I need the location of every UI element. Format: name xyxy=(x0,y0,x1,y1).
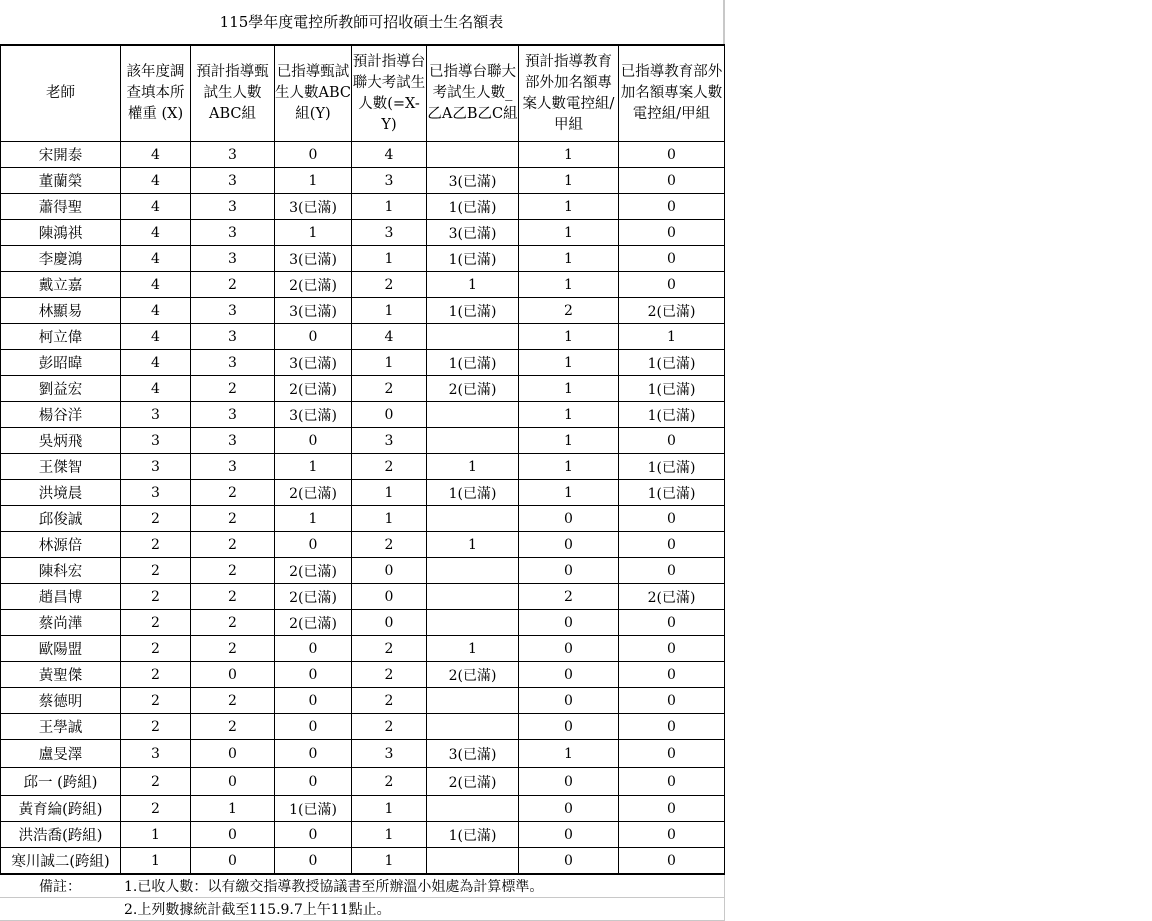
planned-screening-cell: 2 xyxy=(191,376,275,402)
grid-line xyxy=(724,0,725,44)
header-planned-moe: 預計指導教育部外加名額專案人數電控組/甲組 xyxy=(519,45,619,142)
planned-exam-cell: 1 xyxy=(352,194,427,220)
supervised-exam-cell: 1(已滿) xyxy=(427,822,519,848)
planned-exam-cell: 2 xyxy=(352,636,427,662)
supervised-moe-cell: 0 xyxy=(619,220,725,246)
planned-screening-cell: 2 xyxy=(191,480,275,506)
planned-exam-cell: 1 xyxy=(352,298,427,324)
weight-cell: 2 xyxy=(121,768,191,796)
supervised-exam-cell: 1(已滿) xyxy=(427,298,519,324)
weight-cell: 2 xyxy=(121,662,191,688)
weight-cell: 2 xyxy=(121,636,191,662)
supervised-moe-cell: 0 xyxy=(619,272,725,298)
supervised-moe-cell: 0 xyxy=(619,688,725,714)
planned-exam-cell: 3 xyxy=(352,428,427,454)
teacher-cell: 蔡德明 xyxy=(1,688,121,714)
planned-moe-cell: 1 xyxy=(519,740,619,768)
supervised-moe-cell: 0 xyxy=(619,142,725,168)
supervised-moe-cell: 2(已滿) xyxy=(619,584,725,610)
supervised-moe-cell: 1 xyxy=(619,324,725,350)
supervised-moe-cell: 0 xyxy=(619,194,725,220)
header-planned-screening: 預計指導甄試生人數ABC組 xyxy=(191,45,275,142)
table-row xyxy=(1,688,725,714)
supervised-exam-cell: 1(已滿) xyxy=(427,246,519,272)
planned-moe-cell: 1 xyxy=(519,350,619,376)
table-row xyxy=(1,168,725,194)
header-supervised-exam: 已指導台聯大考試生人數_乙A乙B乙C組 xyxy=(427,45,519,142)
supervised-screening-cell: 1 xyxy=(275,168,352,194)
header-teacher: 老師 xyxy=(1,45,121,142)
planned-moe-cell: 0 xyxy=(519,796,619,822)
planned-moe-cell: 2 xyxy=(519,584,619,610)
supervised-screening-cell: 1 xyxy=(275,220,352,246)
planned-exam-cell: 1 xyxy=(352,796,427,822)
teacher-cell: 董蘭榮 xyxy=(1,168,121,194)
teacher-cell: 吳炳飛 xyxy=(1,428,121,454)
teacher-cell: 李慶鴻 xyxy=(1,246,121,272)
weight-cell: 2 xyxy=(121,506,191,532)
table-row xyxy=(1,636,725,662)
table-row xyxy=(1,272,725,298)
planned-screening-cell: 2 xyxy=(191,272,275,298)
table-row xyxy=(1,376,725,402)
table-row xyxy=(1,350,725,376)
teacher-cell: 陳鴻祺 xyxy=(1,220,121,246)
planned-screening-cell: 2 xyxy=(191,688,275,714)
supervised-screening-cell: 3(已滿) xyxy=(275,402,352,428)
supervised-screening-cell: 3(已滿) xyxy=(275,194,352,220)
planned-exam-cell: 4 xyxy=(352,324,427,350)
planned-moe-cell: 1 xyxy=(519,376,619,402)
planned-screening-cell: 0 xyxy=(191,848,275,875)
table-row xyxy=(1,454,725,480)
supervised-exam-cell xyxy=(427,584,519,610)
table-row xyxy=(1,558,725,584)
teacher-cell: 劉益宏 xyxy=(1,376,121,402)
supervised-moe-cell: 0 xyxy=(619,714,725,740)
planned-screening-cell: 3 xyxy=(191,168,275,194)
teacher-cell: 王傑智 xyxy=(1,454,121,480)
supervised-exam-cell: 3(已滿) xyxy=(427,740,519,768)
planned-exam-cell: 0 xyxy=(352,584,427,610)
teacher-cell: 宋開泰 xyxy=(1,142,121,168)
planned-moe-cell: 0 xyxy=(519,714,619,740)
table-row xyxy=(1,298,725,324)
planned-screening-cell: 2 xyxy=(191,636,275,662)
planned-screening-cell: 3 xyxy=(191,194,275,220)
supervised-moe-cell: 0 xyxy=(619,740,725,768)
weight-cell: 3 xyxy=(121,480,191,506)
weight-cell: 4 xyxy=(121,272,191,298)
planned-moe-cell: 1 xyxy=(519,402,619,428)
planned-moe-cell: 1 xyxy=(519,220,619,246)
table-row xyxy=(1,402,725,428)
planned-screening-cell: 2 xyxy=(191,558,275,584)
table-row xyxy=(1,822,725,848)
header-planned-exam: 預計指導台聯大考試生人數(=X-Y) xyxy=(352,45,427,142)
header-row xyxy=(1,45,725,142)
planned-exam-cell: 1 xyxy=(352,246,427,272)
supervised-screening-cell: 0 xyxy=(275,532,352,558)
weight-cell: 3 xyxy=(121,454,191,480)
planned-exam-cell: 2 xyxy=(352,532,427,558)
notes xyxy=(0,875,725,921)
planned-screening-cell: 3 xyxy=(191,246,275,272)
supervised-screening-cell: 0 xyxy=(275,636,352,662)
supervised-screening-cell: 3(已滿) xyxy=(275,350,352,376)
planned-screening-cell: 1 xyxy=(191,796,275,822)
supervised-moe-cell: 0 xyxy=(619,506,725,532)
supervised-screening-cell: 2(已滿) xyxy=(275,610,352,636)
supervised-exam-cell xyxy=(427,796,519,822)
table-row xyxy=(1,796,725,822)
planned-moe-cell: 1 xyxy=(519,194,619,220)
teacher-cell: 柯立偉 xyxy=(1,324,121,350)
supervised-moe-cell: 1(已滿) xyxy=(619,376,725,402)
supervised-screening-cell: 1 xyxy=(275,506,352,532)
planned-exam-cell: 3 xyxy=(352,740,427,768)
table-row xyxy=(1,506,725,532)
planned-moe-cell: 1 xyxy=(519,480,619,506)
planned-screening-cell: 2 xyxy=(191,610,275,636)
weight-cell: 4 xyxy=(121,168,191,194)
teacher-cell: 趙昌博 xyxy=(1,584,121,610)
table-row xyxy=(1,584,725,610)
table-row xyxy=(1,714,725,740)
table-row xyxy=(1,662,725,688)
weight-cell: 2 xyxy=(121,796,191,822)
table-row xyxy=(1,428,725,454)
notes-spacer xyxy=(0,898,120,921)
teacher-cell: 蔡尚澕 xyxy=(1,610,121,636)
supervised-screening-cell: 2(已滿) xyxy=(275,558,352,584)
supervised-moe-cell: 0 xyxy=(619,848,725,875)
planned-exam-cell: 1 xyxy=(352,848,427,875)
supervised-exam-cell: 3(已滿) xyxy=(427,168,519,194)
header-supervised-screening: 已指導甄試生人數ABC組(Y) xyxy=(275,45,352,142)
planned-exam-cell: 1 xyxy=(352,506,427,532)
table-row xyxy=(1,480,725,506)
teacher-cell: 王學誠 xyxy=(1,714,121,740)
teacher-cell: 黃育綸(跨組) xyxy=(1,796,121,822)
teacher-cell: 彭昭暐 xyxy=(1,350,121,376)
supervised-exam-cell: 1 xyxy=(427,532,519,558)
supervised-screening-cell: 2(已滿) xyxy=(275,376,352,402)
supervised-exam-cell xyxy=(427,324,519,350)
supervised-exam-cell: 1(已滿) xyxy=(427,480,519,506)
planned-exam-cell: 3 xyxy=(352,168,427,194)
planned-moe-cell: 0 xyxy=(519,610,619,636)
header-supervised-moe: 已指導教育部外加名額專案人數電控組/甲組 xyxy=(619,45,725,142)
weight-cell: 4 xyxy=(121,376,191,402)
supervised-screening-cell: 2(已滿) xyxy=(275,272,352,298)
supervised-moe-cell: 0 xyxy=(619,532,725,558)
planned-exam-cell: 1 xyxy=(352,350,427,376)
weight-cell: 2 xyxy=(121,532,191,558)
supervised-moe-cell: 0 xyxy=(619,610,725,636)
table-row xyxy=(1,848,725,875)
planned-moe-cell: 0 xyxy=(519,532,619,558)
planned-exam-cell: 0 xyxy=(352,402,427,428)
supervised-screening-cell: 3(已滿) xyxy=(275,298,352,324)
planned-screening-cell: 0 xyxy=(191,822,275,848)
planned-screening-cell: 3 xyxy=(191,350,275,376)
table-row xyxy=(1,246,725,272)
planned-exam-cell: 3 xyxy=(352,220,427,246)
quota-table xyxy=(0,44,725,875)
planned-screening-cell: 2 xyxy=(191,714,275,740)
supervised-moe-cell: 0 xyxy=(619,796,725,822)
teacher-cell: 林源倍 xyxy=(1,532,121,558)
planned-exam-cell: 2 xyxy=(352,272,427,298)
supervised-screening-cell: 2(已滿) xyxy=(275,480,352,506)
planned-moe-cell: 0 xyxy=(519,558,619,584)
weight-cell: 2 xyxy=(121,584,191,610)
planned-exam-cell: 0 xyxy=(352,558,427,584)
supervised-exam-cell: 2(已滿) xyxy=(427,376,519,402)
supervised-exam-cell xyxy=(427,558,519,584)
supervised-exam-cell xyxy=(427,402,519,428)
supervised-screening-cell: 2(已滿) xyxy=(275,584,352,610)
weight-cell: 3 xyxy=(121,428,191,454)
table-row xyxy=(1,532,725,558)
teacher-cell: 黃聖傑 xyxy=(1,662,121,688)
header-weight: 該年度調查填本所權重 (X) xyxy=(121,45,191,142)
planned-screening-cell: 3 xyxy=(191,428,275,454)
planned-exam-cell: 2 xyxy=(352,376,427,402)
supervised-moe-cell: 0 xyxy=(619,168,725,194)
supervised-screening-cell: 0 xyxy=(275,848,352,875)
planned-screening-cell: 0 xyxy=(191,740,275,768)
planned-moe-cell: 0 xyxy=(519,822,619,848)
table-row xyxy=(1,768,725,796)
planned-moe-cell: 0 xyxy=(519,768,619,796)
planned-exam-cell: 2 xyxy=(352,454,427,480)
weight-cell: 3 xyxy=(121,740,191,768)
teacher-cell: 盧旻澤 xyxy=(1,740,121,768)
planned-exam-cell: 1 xyxy=(352,822,427,848)
note-line-1: 1.已收人數：以有繳交指導教授協議書至所辦溫小姐處為計算標準。 xyxy=(120,875,724,898)
supervised-screening-cell: 0 xyxy=(275,428,352,454)
planned-moe-cell: 1 xyxy=(519,272,619,298)
supervised-exam-cell xyxy=(427,688,519,714)
planned-screening-cell: 0 xyxy=(191,768,275,796)
supervised-screening-cell: 0 xyxy=(275,324,352,350)
table-row xyxy=(1,194,725,220)
supervised-moe-cell: 1(已滿) xyxy=(619,454,725,480)
supervised-moe-cell: 0 xyxy=(619,822,725,848)
teacher-cell: 洪浩喬(跨組) xyxy=(1,822,121,848)
weight-cell: 2 xyxy=(121,558,191,584)
teacher-cell: 蕭得聖 xyxy=(1,194,121,220)
supervised-exam-cell: 1(已滿) xyxy=(427,350,519,376)
planned-exam-cell: 2 xyxy=(352,688,427,714)
planned-exam-cell: 2 xyxy=(352,768,427,796)
supervised-moe-cell: 0 xyxy=(619,558,725,584)
planned-screening-cell: 3 xyxy=(191,402,275,428)
planned-screening-cell: 2 xyxy=(191,506,275,532)
supervised-exam-cell: 1 xyxy=(427,272,519,298)
supervised-exam-cell xyxy=(427,506,519,532)
supervised-exam-cell: 3(已滿) xyxy=(427,220,519,246)
supervised-exam-cell: 2(已滿) xyxy=(427,768,519,796)
supervised-screening-cell: 1 xyxy=(275,454,352,480)
weight-cell: 2 xyxy=(121,688,191,714)
supervised-moe-cell: 1(已滿) xyxy=(619,480,725,506)
supervised-moe-cell: 2(已滿) xyxy=(619,298,725,324)
planned-exam-cell: 1 xyxy=(352,480,427,506)
weight-cell: 4 xyxy=(121,142,191,168)
weight-cell: 1 xyxy=(121,848,191,875)
supervised-screening-cell: 0 xyxy=(275,688,352,714)
supervised-exam-cell xyxy=(427,428,519,454)
planned-moe-cell: 0 xyxy=(519,848,619,875)
planned-moe-cell: 1 xyxy=(519,142,619,168)
supervised-moe-cell: 0 xyxy=(619,662,725,688)
planned-screening-cell: 0 xyxy=(191,662,275,688)
supervised-screening-cell: 0 xyxy=(275,822,352,848)
table-row xyxy=(1,740,725,768)
planned-moe-cell: 1 xyxy=(519,324,619,350)
supervised-exam-cell: 1 xyxy=(427,636,519,662)
planned-exam-cell: 4 xyxy=(352,142,427,168)
weight-cell: 4 xyxy=(121,298,191,324)
supervised-screening-cell: 0 xyxy=(275,142,352,168)
table-row xyxy=(1,220,725,246)
teacher-cell: 洪境晨 xyxy=(1,480,121,506)
weight-cell: 2 xyxy=(121,714,191,740)
teacher-cell: 邱俊誠 xyxy=(1,506,121,532)
teacher-cell: 楊谷洋 xyxy=(1,402,121,428)
supervised-exam-cell xyxy=(427,142,519,168)
teacher-cell: 寒川誠二(跨組) xyxy=(1,848,121,875)
supervised-exam-cell: 2(已滿) xyxy=(427,662,519,688)
planned-moe-cell: 1 xyxy=(519,454,619,480)
weight-cell: 2 xyxy=(121,610,191,636)
supervised-moe-cell: 0 xyxy=(619,246,725,272)
weight-cell: 4 xyxy=(121,246,191,272)
supervised-moe-cell: 0 xyxy=(619,636,725,662)
supervised-exam-cell xyxy=(427,714,519,740)
planned-moe-cell: 0 xyxy=(519,506,619,532)
weight-cell: 4 xyxy=(121,350,191,376)
planned-moe-cell: 2 xyxy=(519,298,619,324)
page-title: 115學年度電控所教師可招收碩士生名額表 xyxy=(0,0,724,44)
weight-cell: 1 xyxy=(121,822,191,848)
planned-moe-cell: 1 xyxy=(519,168,619,194)
notes-label: 備註： xyxy=(0,875,120,898)
teacher-cell: 陳科宏 xyxy=(1,558,121,584)
note-line-2: 2.上列數據統計截至115.9.7上午11點止。 xyxy=(120,898,724,921)
teacher-cell: 戴立嘉 xyxy=(1,272,121,298)
supervised-moe-cell: 1(已滿) xyxy=(619,402,725,428)
weight-cell: 3 xyxy=(121,402,191,428)
supervised-exam-cell: 1 xyxy=(427,454,519,480)
planned-screening-cell: 3 xyxy=(191,454,275,480)
supervised-screening-cell: 0 xyxy=(275,662,352,688)
planned-moe-cell: 0 xyxy=(519,662,619,688)
supervised-screening-cell: 0 xyxy=(275,768,352,796)
supervised-exam-cell xyxy=(427,610,519,636)
supervised-exam-cell: 1(已滿) xyxy=(427,194,519,220)
supervised-screening-cell: 0 xyxy=(275,740,352,768)
teacher-cell: 林顯易 xyxy=(1,298,121,324)
planned-screening-cell: 3 xyxy=(191,298,275,324)
planned-screening-cell: 3 xyxy=(191,142,275,168)
supervised-moe-cell: 0 xyxy=(619,428,725,454)
planned-screening-cell: 3 xyxy=(191,324,275,350)
planned-screening-cell: 3 xyxy=(191,220,275,246)
teacher-cell: 歐陽盟 xyxy=(1,636,121,662)
supervised-moe-cell: 0 xyxy=(619,768,725,796)
table-row xyxy=(1,324,725,350)
planned-moe-cell: 1 xyxy=(519,246,619,272)
planned-screening-cell: 2 xyxy=(191,584,275,610)
supervised-screening-cell: 3(已滿) xyxy=(275,246,352,272)
planned-moe-cell: 0 xyxy=(519,636,619,662)
supervised-moe-cell: 1(已滿) xyxy=(619,350,725,376)
planned-moe-cell: 0 xyxy=(519,688,619,714)
planned-exam-cell: 0 xyxy=(352,610,427,636)
weight-cell: 4 xyxy=(121,324,191,350)
supervised-exam-cell xyxy=(427,848,519,875)
teacher-cell: 邱一 (跨組) xyxy=(1,768,121,796)
planned-exam-cell: 2 xyxy=(352,662,427,688)
weight-cell: 4 xyxy=(121,220,191,246)
planned-moe-cell: 1 xyxy=(519,428,619,454)
planned-exam-cell: 2 xyxy=(352,714,427,740)
table-row xyxy=(1,142,725,168)
supervised-screening-cell: 1(已滿) xyxy=(275,796,352,822)
supervised-screening-cell: 0 xyxy=(275,714,352,740)
weight-cell: 4 xyxy=(121,194,191,220)
planned-screening-cell: 2 xyxy=(191,532,275,558)
table-row xyxy=(1,610,725,636)
